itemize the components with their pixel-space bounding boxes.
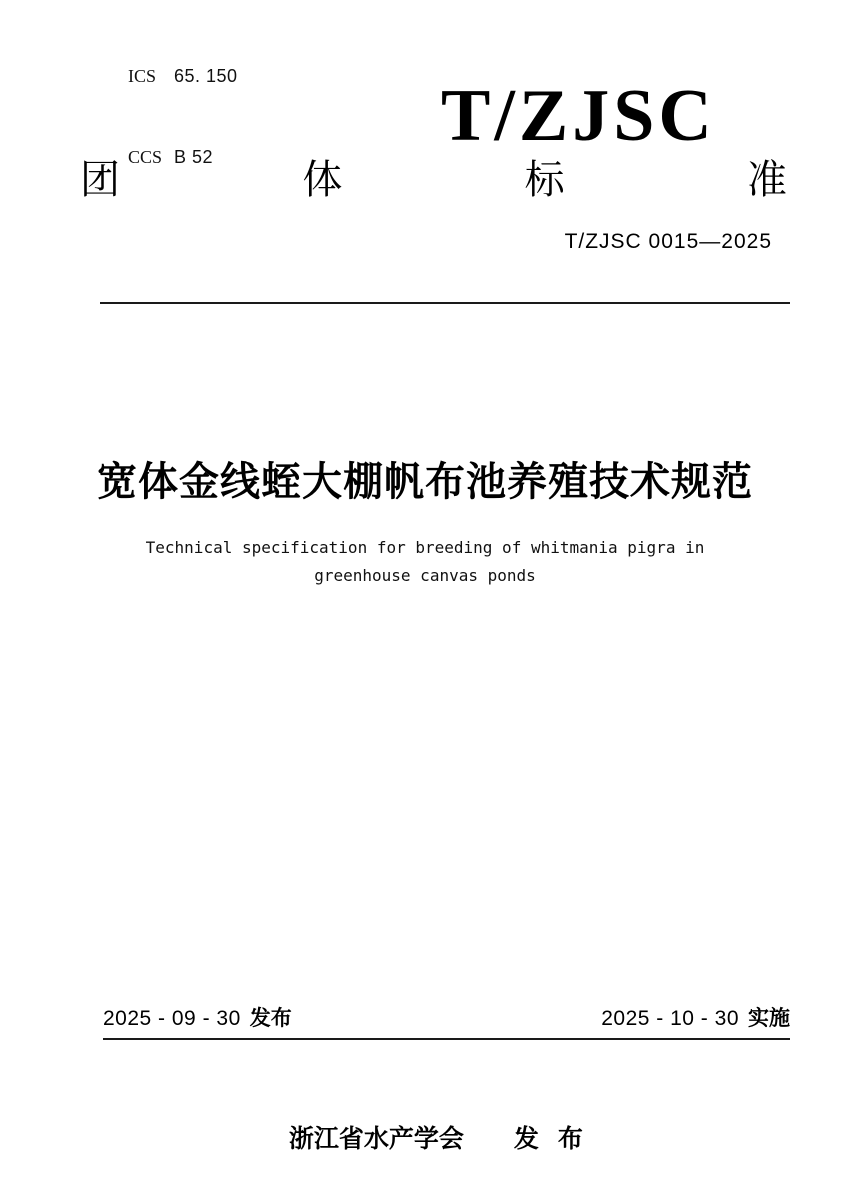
standard-number: T/ZJSC 0015—2025 bbox=[564, 230, 772, 253]
header-divider bbox=[100, 302, 790, 304]
standard-type-char-2: 体 bbox=[302, 158, 343, 202]
document-title-cn: 宽体金线蛭大棚帆布池养殖技术规范 bbox=[97, 460, 753, 504]
publisher-name: 浙江省水产学会 bbox=[288, 1125, 464, 1153]
title-en-line1: Technical specification for breeding of whitmania pigra in bbox=[145, 538, 705, 557]
implementation-date: 2025 - 10 - 30 bbox=[601, 1007, 739, 1030]
standard-type-char-1: 团 bbox=[80, 158, 120, 202]
title-en-line2: greenhouse canvas ponds bbox=[314, 566, 536, 585]
ccs-value: B 52 bbox=[174, 147, 214, 167]
association-logo-text: T/ZJSC bbox=[441, 75, 716, 157]
release-date-group bbox=[103, 1006, 292, 1032]
publisher-row bbox=[0, 1090, 850, 1184]
ics-line bbox=[98, 36, 238, 117]
standard-type-char-4: 准 bbox=[746, 158, 787, 202]
ics-label: ICS bbox=[128, 66, 157, 86]
standard-type-char-3: 标 bbox=[524, 158, 565, 202]
ics-value: 65. 150 bbox=[174, 66, 238, 86]
document-title-en bbox=[0, 534, 850, 590]
release-label: 发布 bbox=[249, 1007, 292, 1030]
ccs-label: CCS bbox=[128, 147, 163, 167]
standard-type-row bbox=[80, 158, 787, 202]
implementation-date-group bbox=[601, 1006, 790, 1032]
footer-divider bbox=[103, 1038, 790, 1040]
implementation-label: 实施 bbox=[748, 1007, 790, 1030]
release-date: 2025 - 09 - 30 bbox=[103, 1007, 241, 1030]
dates-row bbox=[103, 1006, 790, 1032]
publisher-action: 发 布 bbox=[513, 1125, 589, 1153]
